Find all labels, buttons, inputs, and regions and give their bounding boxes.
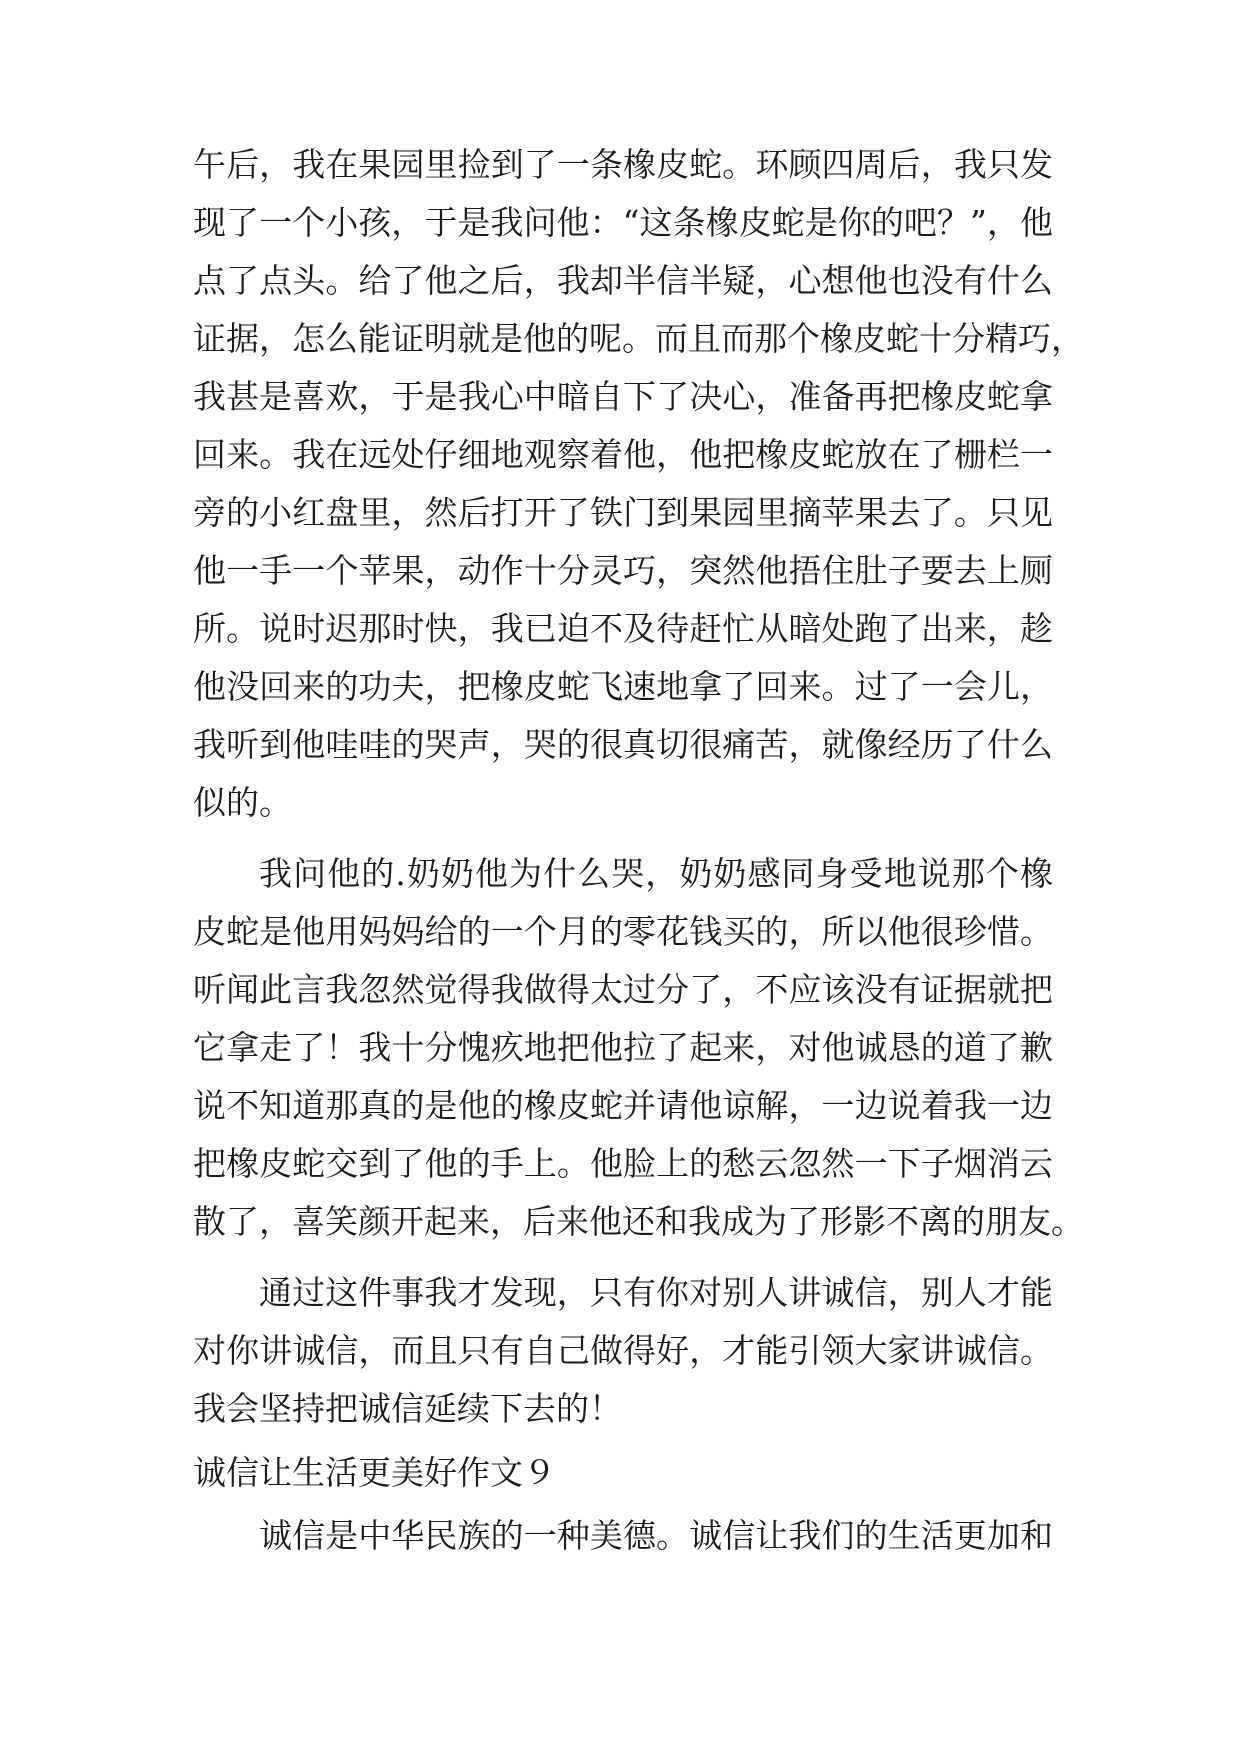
paragraph-1-line-3: 点了点头。给了他之后，我却半信半疑，心想他也没有什么 [193, 261, 1053, 300]
paragraph-1-line-9: 所。说时迟那时快，我已迫不及待赶忙从暗处跑了出来，趁 [193, 609, 1053, 648]
paragraph-1-line-11: 我听到他哇哇的哭声，哭的很真切很痛苦，就像经历了什么 [193, 725, 1053, 764]
paragraph-3-line-2: 对你讲诚信，而且只有自己做得好，才能引领大家讲诚信。 [193, 1331, 1053, 1370]
paragraph-3-line-3: 我会坚持把诚信延续下去的！ [193, 1389, 622, 1428]
paragraph-1-line-2: 现了一个小孩，于是我问他：“这条橡皮蛇是你的吧？”，他 [193, 203, 1053, 242]
paragraph-1-line-1: 午后，我在果园里捡到了一条橡皮蛇。环顾四周后，我只发 [193, 145, 1053, 184]
paragraph-1-line-5: 我甚是喜欢，于是我心中暗自下了决心，准备再把橡皮蛇拿 [193, 377, 1053, 416]
paragraph-1-line-8: 他一手一个苹果，动作十分灵巧，突然他捂住肚子要去上厕 [193, 551, 1053, 590]
paragraph-2-line-5: 说不知道那真的是他的橡皮蛇并请他谅解，一边说着我一边 [193, 1086, 1053, 1125]
paragraph-2-line-6: 把橡皮蛇交到了他的手上。他脸上的愁云忽然一下子烟消云 [193, 1144, 1053, 1183]
paragraph-2-line-3: 听闻此言我忽然觉得我做得太过分了，不应该没有证据就把 [193, 970, 1053, 1009]
paragraph-2-line-1: 我问他的.奶奶他为什么哭，奶奶感同身受地说那个橡 [259, 854, 1053, 893]
paragraph-2-line-7: 散了，喜笑颜开起来，后来他还和我成为了形影不离的朋友。 [193, 1202, 1084, 1241]
paragraph-1-line-4: 证据，怎么能证明就是他的呢。而且而那个橡皮蛇十分精巧， [193, 319, 1084, 358]
paragraph-1-line-7: 旁的小红盘里，然后打开了铁门到果园里摘苹果去了。只见 [193, 493, 1053, 532]
section-heading: 诚信让生活更美好作文９ [193, 1453, 556, 1492]
paragraph-2-line-4: 它拿走了！我十分愧疚地把他拉了起来，对他诚恳的道了歉 [193, 1028, 1053, 1067]
paragraph-2-line-2: 皮蛇是他用妈妈给的一个月的零花钱买的，所以他很珍惜。 [193, 912, 1053, 951]
paragraph-3-line-1: 通过这件事我才发现，只有你对别人讲诚信，别人才能 [259, 1273, 1053, 1312]
paragraph-1-line-6: 回来。我在远处仔细地观察着他，他把橡皮蛇放在了栅栏一 [193, 435, 1053, 474]
paragraph-1-line-10: 他没回来的功夫，把橡皮蛇飞速地拿了回来。过了一会儿， [193, 667, 1053, 706]
paragraph-4-line-1: 诚信是中华民族的一种美德。诚信让我们的生活更加和 [259, 1516, 1053, 1555]
paragraph-1-line-12: 似的。 [193, 783, 292, 822]
